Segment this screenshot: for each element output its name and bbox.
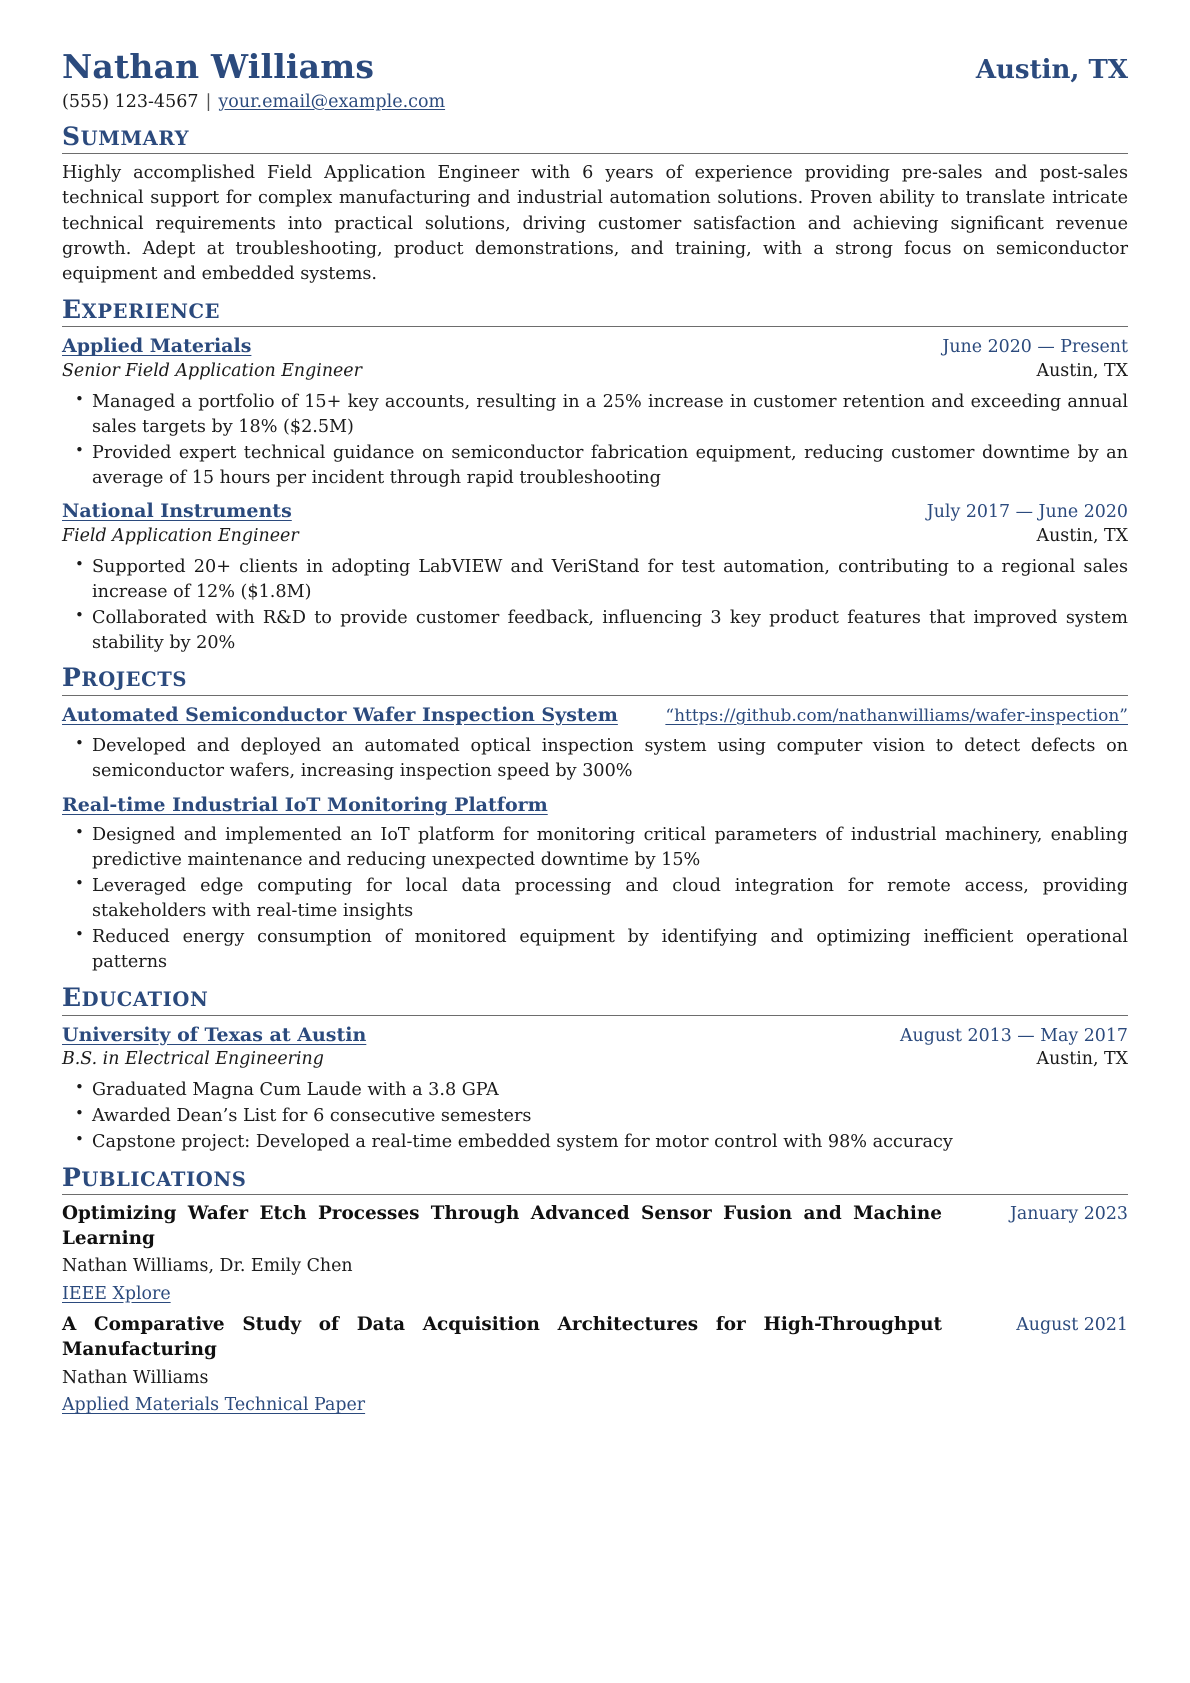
contact-line <box>62 91 1128 114</box>
list-item: • Designed and implemented an IoT platform for monitoring critical parameters of industrial machinery, enabling predictive maintenance and reducing unexpected downtime by 15% <box>62 823 1128 873</box>
project-bullet-list <box>62 823 1128 975</box>
list-item: • Capstone project: Developed a real-time embedded system for motor control with 98% accuracy <box>62 1130 1128 1155</box>
project-entry <box>62 793 1128 976</box>
summary-text: Highly accomplished Field Application Engineer with 6 years of experience providing pre-sales and post-sales technical support for complex manufacturing and industrial automation solutions. Proven ability to translate intricate technical requirements into practical solutions, driving customer satisfaction and achieving significant revenue growth. Adept at troubleshooting, product demonstrations, and training, with a strong focus on semiconductor equipment and embedded systems. <box>62 163 1128 284</box>
project-url-link[interactable]: “https://github.com/nathanwilliams/wafer-inspection” <box>665 705 1128 726</box>
section-education <box>62 984 1128 1155</box>
email-link[interactable]: your.email@example.com <box>218 91 446 112</box>
experience-entry-header <box>62 334 1128 360</box>
section-rule <box>62 695 1128 696</box>
section-heading-experience <box>62 296 1128 326</box>
education-bullet-list <box>62 1078 1128 1155</box>
list-item: • Supported 20+ clients in adopting LabVIEW and VeriStand for test automation, contributing to a regional sales increase of 12% ($1.8M) <box>62 555 1128 605</box>
section-rule <box>62 1015 1128 1016</box>
resume-header <box>62 48 1128 86</box>
publication-entry <box>62 1202 1128 1306</box>
section-rule <box>62 326 1128 327</box>
project-bullet-list <box>62 734 1128 784</box>
project-entry-header <box>62 703 1128 728</box>
section-heading-summary <box>62 123 1128 153</box>
experience-entry <box>62 499 1128 655</box>
experience-entry-header <box>62 499 1128 525</box>
school-name-link[interactable]: University of Texas at Austin <box>62 1023 367 1046</box>
project-title-link[interactable]: Automated Semiconductor Wafer Inspection System <box>62 703 618 726</box>
experience-entry-subheader <box>62 360 1128 383</box>
heading-capital: E <box>62 983 82 1013</box>
heading-rest: UBLICATIONS <box>81 1167 247 1191</box>
job-location: Austin, TX <box>1036 526 1128 547</box>
heading-capital: E <box>62 294 82 324</box>
employment-dates: July 2017 — June 2020 <box>926 502 1128 523</box>
list-item: • Leveraged edge computing for local data processing and cloud integration for remote access, providing stakeholders with real-time insights <box>62 874 1128 924</box>
section-rule <box>62 153 1128 154</box>
employment-dates: June 2020 — Present <box>942 337 1128 358</box>
section-rule <box>62 1194 1128 1195</box>
education-entry-header <box>62 1023 1128 1049</box>
experience-entry <box>62 334 1128 490</box>
heading-capital: S <box>62 121 81 151</box>
publication-authors: Nathan Williams, Dr. Emily Chen <box>62 1256 353 1277</box>
publication-venue-link[interactable]: Applied Materials Technical Paper <box>62 1395 366 1416</box>
education-dates: August 2013 — May 2017 <box>899 1025 1128 1046</box>
contact-separator: | <box>205 91 212 112</box>
education-entry <box>62 1023 1128 1155</box>
company-name-link[interactable]: Applied Materials <box>62 335 252 358</box>
list-item: • Provided expert technical guidance on semiconductor fabrication equipment, reducing customer downtime by an average of 15 hours per incident through rapid troubleshooting <box>62 441 1128 491</box>
candidate-name: Nathan Williams <box>62 47 375 86</box>
list-item: • Managed a portfolio of 15+ key accounts, resulting in a 25% increase in customer retention and exceeding annual sales targets by 18% ($2.5M) <box>62 390 1128 440</box>
publication-date: August 2021 <box>1016 1315 1128 1336</box>
section-heading-education <box>62 984 1128 1014</box>
publication-authors: Nathan Williams <box>62 1367 209 1388</box>
header-location: Austin, TX <box>975 55 1128 85</box>
list-item: • Graduated Magna Cum Laude with a 3.8 GPA <box>62 1078 1128 1103</box>
job-location: Austin, TX <box>1036 361 1128 382</box>
phone-number: (555) 123-4567 <box>62 91 199 112</box>
project-title-link[interactable]: Real-time Industrial IoT Monitoring Platform <box>62 793 548 816</box>
publication-entry-header <box>62 1202 1128 1251</box>
company-name-link[interactable]: National Instruments <box>62 500 292 523</box>
education-location: Austin, TX <box>1036 1049 1128 1070</box>
list-item: • Collaborated with R&D to provide customer feedback, influencing 3 key product features that improved system stability by 20% <box>62 606 1128 656</box>
section-heading-projects <box>62 664 1128 694</box>
heading-rest: DUCATION <box>81 988 209 1012</box>
heading-capital: P <box>62 1162 82 1192</box>
heading-rest: ROJECTS <box>81 668 188 692</box>
education-entry-subheader <box>62 1048 1128 1071</box>
publication-title: Optimizing Wafer Etch Processes Through Advanced Sensor Fusion and Machine Learning <box>62 1203 942 1249</box>
job-title: Field Application Engineer <box>62 526 299 547</box>
publication-date: January 2023 <box>1009 1204 1128 1225</box>
heading-rest: UMMARY <box>80 126 190 150</box>
section-heading-publications <box>62 1164 1128 1194</box>
heading-rest: XPERIENCE <box>81 299 221 323</box>
degree-title: B.S. in Electrical Engineering <box>62 1049 324 1070</box>
section-experience <box>62 296 1128 656</box>
experience-bullet-list <box>62 555 1128 656</box>
publication-title: A Comparative Study of Data Acquisition Architectures for High-Throughput Manufacturing <box>62 1314 942 1361</box>
publication-entry <box>62 1313 1128 1417</box>
section-projects <box>62 664 1128 975</box>
publication-entry-header <box>62 1313 1128 1362</box>
project-entry <box>62 703 1128 784</box>
experience-bullet-list <box>62 390 1128 491</box>
list-item: • Developed and deployed an automated optical inspection system using computer vision to detect defects on semiconductor wafers, increasing inspection speed by 300% <box>62 734 1128 784</box>
heading-capital: P <box>62 663 82 693</box>
job-title: Senior Field Application Engineer <box>62 361 362 382</box>
project-entry-header <box>62 793 1128 818</box>
section-publications <box>62 1164 1128 1418</box>
publication-venue-link[interactable]: IEEE Xplore <box>62 1283 171 1304</box>
list-item: • Awarded Dean’s List for 6 consecutive semesters <box>62 1104 1128 1129</box>
list-item: • Reduced energy consumption of monitored equipment by identifying and optimizing inefficient operational patterns <box>62 925 1128 975</box>
section-summary <box>62 123 1128 287</box>
experience-entry-subheader <box>62 525 1128 548</box>
